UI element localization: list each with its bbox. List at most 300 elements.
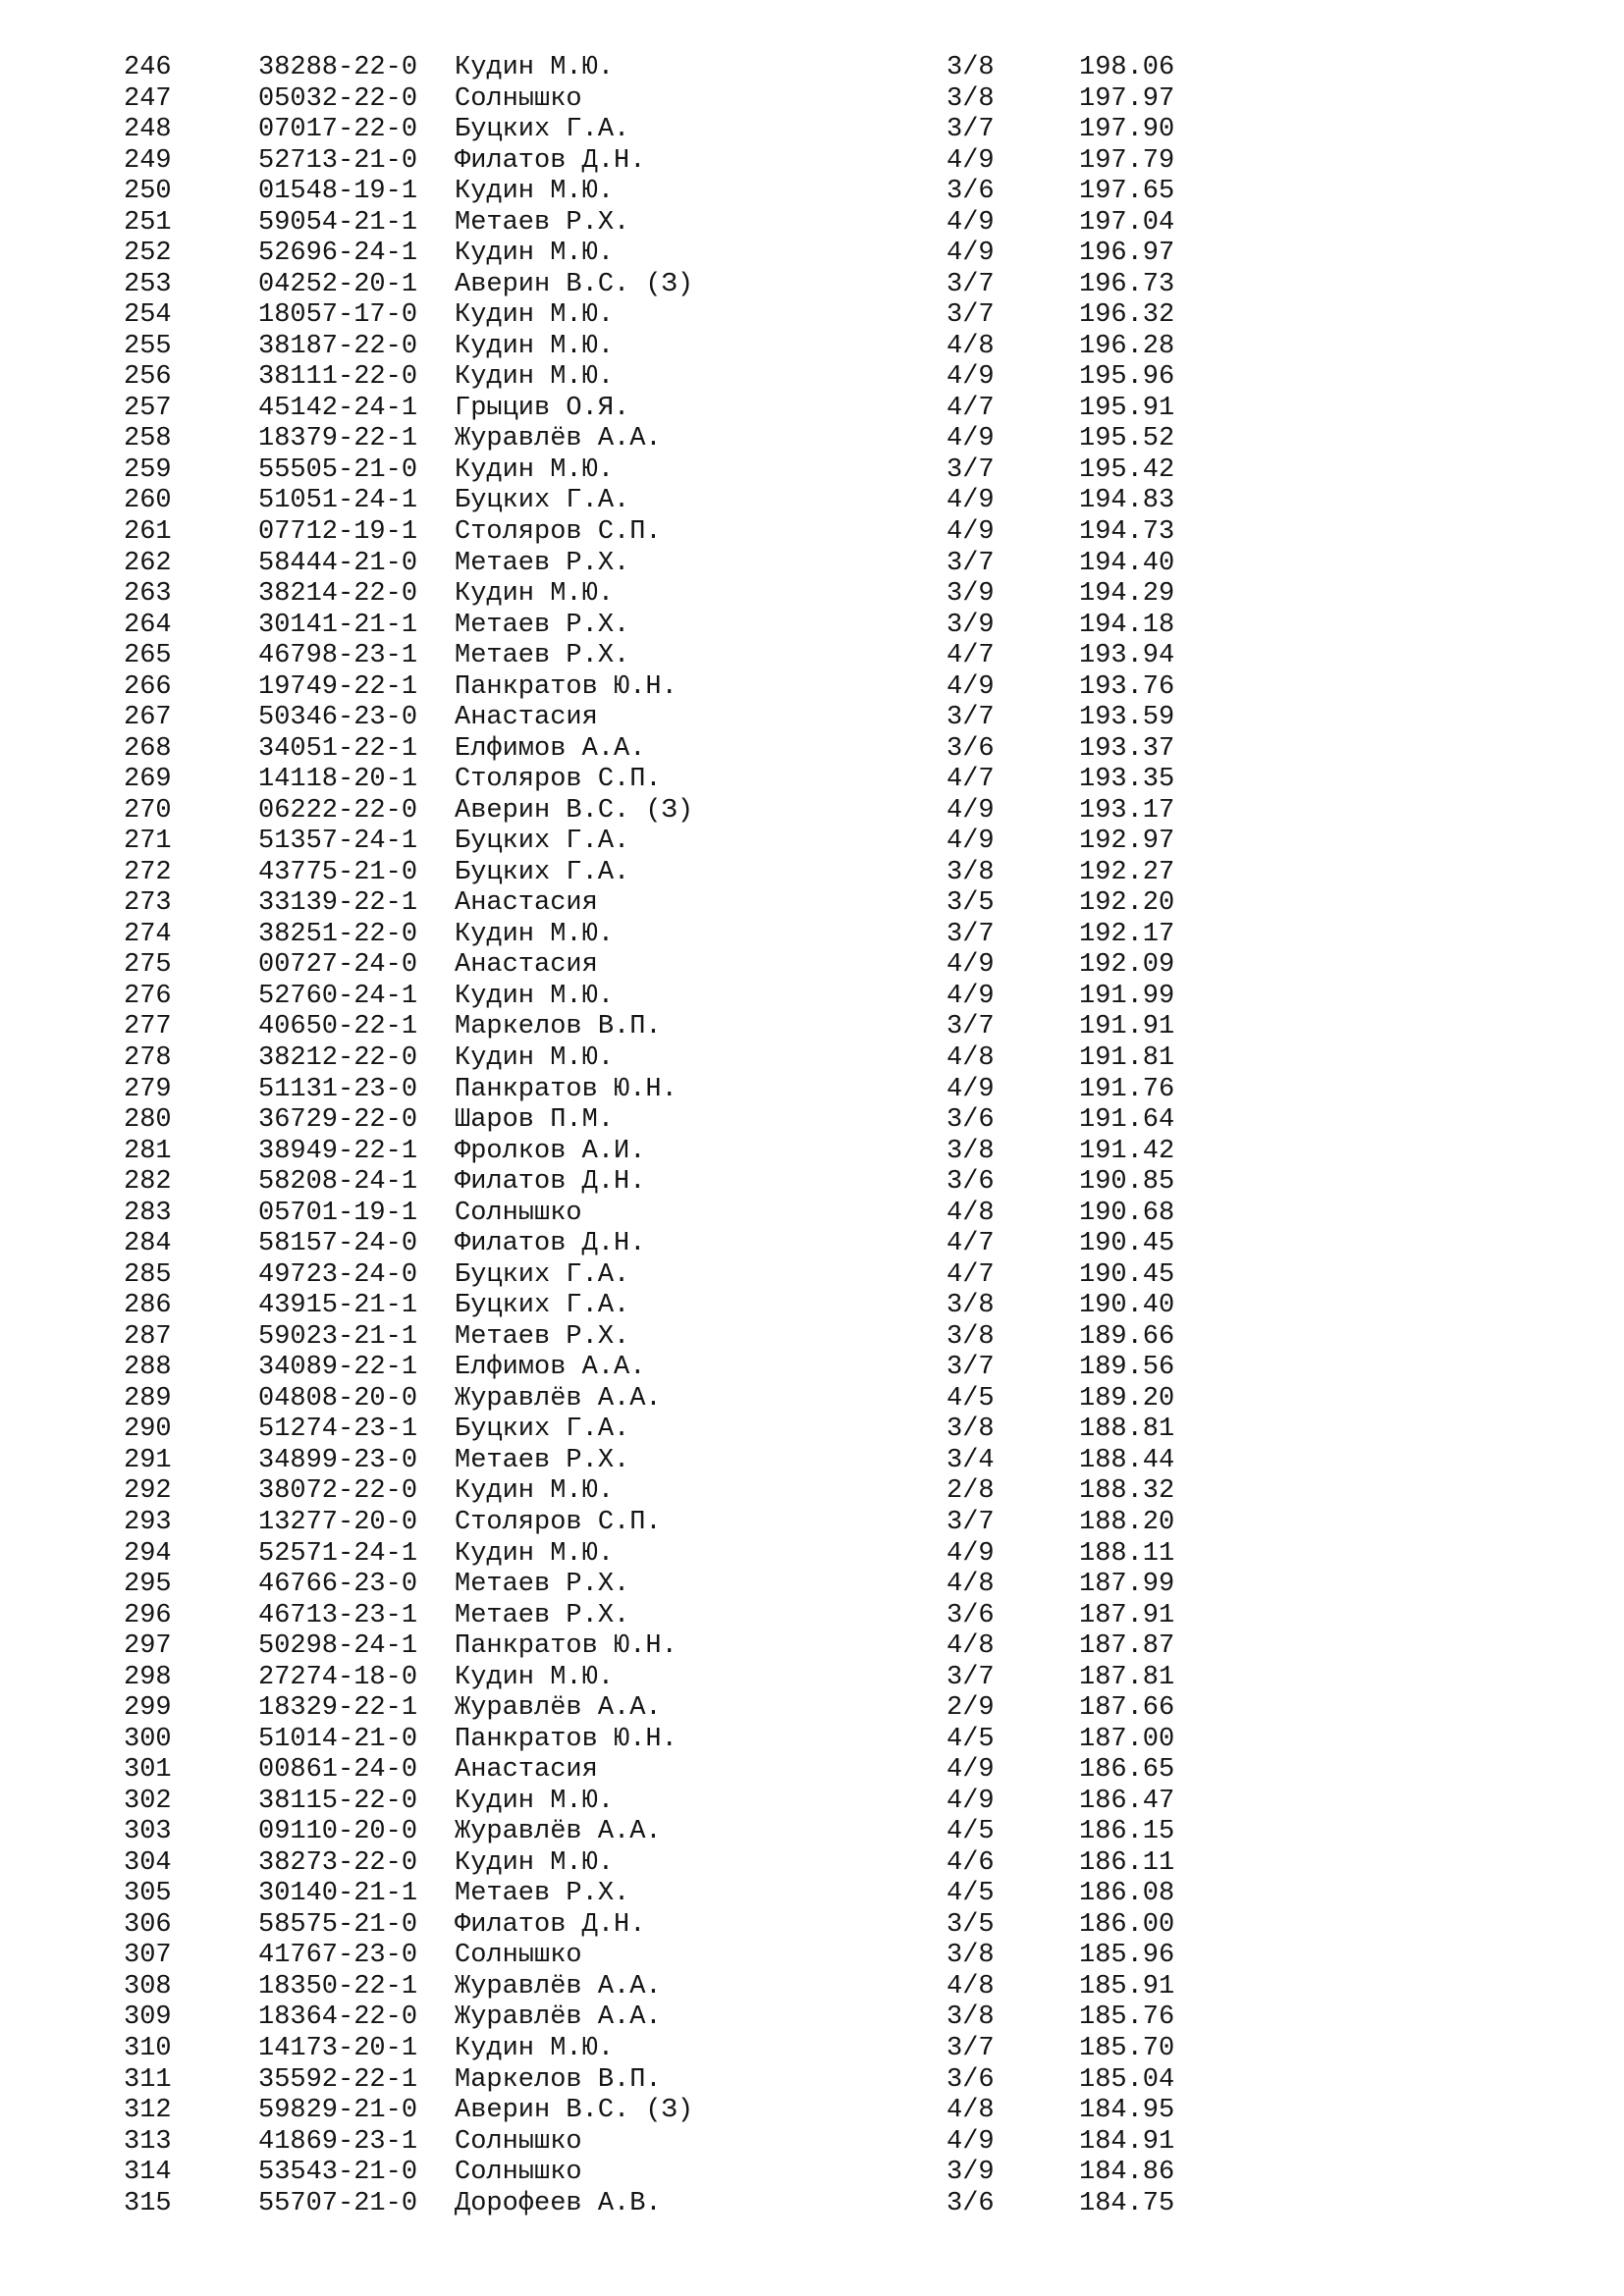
entry-rating: 192.20 bbox=[1079, 888, 1175, 919]
row-number: 264 bbox=[124, 610, 172, 640]
entry-score: 4/8 bbox=[947, 1971, 995, 2002]
entry-name: Кудин М.Ю. bbox=[455, 1662, 615, 1692]
entry-rating: 194.29 bbox=[1079, 579, 1175, 610]
entry-score: 3/8 bbox=[947, 83, 995, 114]
table-row bbox=[0, 1879, 1624, 1910]
table-row bbox=[0, 1043, 1624, 1075]
entry-id: 40650-22-1 bbox=[258, 1012, 418, 1042]
table-row bbox=[0, 1199, 1624, 1230]
row-number: 246 bbox=[124, 53, 172, 82]
entry-name: Анастасия bbox=[455, 703, 598, 733]
entry-score: 3/7 bbox=[947, 2034, 995, 2063]
row-number: 299 bbox=[124, 1693, 172, 1724]
entry-name: Солнышко bbox=[455, 2126, 582, 2157]
entry-id: 00861-24-0 bbox=[258, 1755, 418, 1786]
row-number: 250 bbox=[124, 177, 172, 207]
entry-score: 3/7 bbox=[947, 919, 995, 949]
entry-rating: 188.11 bbox=[1079, 1538, 1175, 1569]
entry-rating: 198.06 bbox=[1079, 53, 1175, 82]
table-row bbox=[0, 1415, 1624, 1446]
entry-name: Кудин М.Ю. bbox=[455, 1538, 615, 1569]
entry-name: Солнышко bbox=[455, 1198, 582, 1228]
entry-rating: 196.28 bbox=[1079, 331, 1175, 361]
entry-rating: 185.76 bbox=[1079, 2002, 1175, 2033]
entry-score: 3/6 bbox=[947, 733, 995, 764]
entry-score: 4/9 bbox=[947, 671, 995, 702]
entry-name: Метаев Р.Х. bbox=[455, 1879, 630, 1909]
entry-name: Буцких Г.А. bbox=[455, 115, 630, 145]
table-row bbox=[0, 1848, 1624, 1880]
table-row bbox=[0, 2034, 1624, 2065]
entry-score: 4/7 bbox=[947, 765, 995, 795]
row-number: 273 bbox=[124, 888, 172, 919]
row-number: 256 bbox=[124, 362, 172, 393]
entry-rating: 192.17 bbox=[1079, 919, 1175, 949]
entry-score: 2/9 bbox=[947, 1693, 995, 1724]
table-row bbox=[0, 1693, 1624, 1725]
row-number: 258 bbox=[124, 424, 172, 454]
table-row bbox=[0, 517, 1624, 549]
entry-score: 3/6 bbox=[947, 177, 995, 207]
entry-name: Столяров С.П. bbox=[455, 516, 662, 547]
entry-id: 18329-22-1 bbox=[258, 1693, 418, 1724]
entry-id: 55505-21-0 bbox=[258, 454, 418, 485]
entry-id: 55707-21-0 bbox=[258, 2188, 418, 2218]
table-row bbox=[0, 270, 1624, 301]
row-number: 252 bbox=[124, 239, 172, 269]
entry-rating: 184.91 bbox=[1079, 2126, 1175, 2157]
entry-rating: 193.59 bbox=[1079, 703, 1175, 733]
entry-rating: 185.04 bbox=[1079, 2064, 1175, 2095]
entry-id: 38115-22-0 bbox=[258, 1786, 418, 1816]
entry-score: 4/9 bbox=[947, 795, 995, 826]
row-number: 260 bbox=[124, 486, 172, 516]
entry-rating: 192.09 bbox=[1079, 950, 1175, 981]
entry-rating: 196.97 bbox=[1079, 239, 1175, 269]
entry-id: 58444-21-0 bbox=[258, 548, 418, 578]
entry-id: 06222-22-0 bbox=[258, 795, 418, 826]
entry-score: 3/5 bbox=[947, 1909, 995, 1940]
entry-score: 4/9 bbox=[947, 516, 995, 547]
table-row bbox=[0, 362, 1624, 394]
entry-id: 50298-24-1 bbox=[258, 1631, 418, 1662]
entry-score: 3/5 bbox=[947, 888, 995, 919]
entry-score: 4/8 bbox=[947, 331, 995, 361]
entry-score: 3/8 bbox=[947, 857, 995, 887]
table-row bbox=[0, 1972, 1624, 2003]
entry-id: 27274-18-0 bbox=[258, 1662, 418, 1692]
table-row bbox=[0, 1787, 1624, 1818]
entry-name: Панкратов Ю.Н. bbox=[455, 1724, 677, 1754]
entry-rating: 197.79 bbox=[1079, 145, 1175, 176]
entry-id: 04808-20-0 bbox=[258, 1383, 418, 1414]
entry-name: Панкратов Ю.Н. bbox=[455, 1074, 677, 1104]
entry-score: 4/5 bbox=[947, 1879, 995, 1909]
entry-name: Филатов Д.Н. bbox=[455, 1229, 646, 1259]
row-number: 265 bbox=[124, 641, 172, 671]
row-number: 280 bbox=[124, 1105, 172, 1136]
row-number: 306 bbox=[124, 1909, 172, 1940]
entry-rating: 191.81 bbox=[1079, 1043, 1175, 1073]
entry-name: Метаев Р.Х. bbox=[455, 207, 630, 238]
entry-id: 46713-23-1 bbox=[258, 1600, 418, 1630]
row-number: 295 bbox=[124, 1570, 172, 1600]
row-number: 253 bbox=[124, 269, 172, 299]
row-number: 255 bbox=[124, 331, 172, 361]
entry-score: 4/9 bbox=[947, 362, 995, 393]
entry-score: 3/6 bbox=[947, 2064, 995, 2095]
table-row bbox=[0, 486, 1624, 517]
entry-id: 18364-22-0 bbox=[258, 2002, 418, 2033]
table-row bbox=[0, 734, 1624, 766]
table-row bbox=[0, 796, 1624, 828]
entry-name: Журавлёв А.А. bbox=[455, 2002, 662, 2033]
row-number: 286 bbox=[124, 1291, 172, 1321]
entry-name: Кудин М.Ю. bbox=[455, 1786, 615, 1816]
entry-name: Кудин М.Ю. bbox=[455, 1476, 615, 1507]
row-number: 277 bbox=[124, 1012, 172, 1042]
entry-rating: 197.90 bbox=[1079, 115, 1175, 145]
entry-name: Кудин М.Ю. bbox=[455, 1847, 615, 1878]
entry-name: Кудин М.Ю. bbox=[455, 454, 615, 485]
table-row bbox=[0, 208, 1624, 240]
entry-name: Солнышко bbox=[455, 2158, 582, 2188]
entry-rating: 190.45 bbox=[1079, 1259, 1175, 1290]
entry-name: Маркелов В.П. bbox=[455, 1012, 662, 1042]
row-number: 262 bbox=[124, 548, 172, 578]
entry-id: 58157-24-0 bbox=[258, 1229, 418, 1259]
entry-score: 3/7 bbox=[947, 1507, 995, 1537]
entry-id: 38288-22-0 bbox=[258, 53, 418, 82]
entry-rating: 193.17 bbox=[1079, 795, 1175, 826]
entry-name: Анастасия bbox=[455, 888, 598, 919]
entry-rating: 195.42 bbox=[1079, 454, 1175, 485]
entry-name: Филатов Д.Н. bbox=[455, 145, 646, 176]
row-number: 269 bbox=[124, 765, 172, 795]
row-number: 272 bbox=[124, 857, 172, 887]
entry-rating: 189.66 bbox=[1079, 1321, 1175, 1352]
entry-name: Панкратов Ю.Н. bbox=[455, 671, 677, 702]
entry-id: 18379-22-1 bbox=[258, 424, 418, 454]
table-row bbox=[0, 1725, 1624, 1756]
entry-id: 38251-22-0 bbox=[258, 919, 418, 949]
row-number: 249 bbox=[124, 145, 172, 176]
row-number: 270 bbox=[124, 795, 172, 826]
entry-id: 18350-22-1 bbox=[258, 1971, 418, 2002]
table-row bbox=[0, 53, 1624, 84]
entry-id: 38273-22-0 bbox=[258, 1847, 418, 1878]
row-number: 303 bbox=[124, 1817, 172, 1847]
row-number: 314 bbox=[124, 2158, 172, 2188]
table-row bbox=[0, 115, 1624, 146]
entry-id: 52760-24-1 bbox=[258, 981, 418, 1011]
entry-id: 49723-24-0 bbox=[258, 1259, 418, 1290]
row-number: 285 bbox=[124, 1259, 172, 1290]
table-row bbox=[0, 765, 1624, 796]
entry-rating: 187.00 bbox=[1079, 1724, 1175, 1754]
row-number: 281 bbox=[124, 1136, 172, 1166]
entry-rating: 188.81 bbox=[1079, 1415, 1175, 1445]
entry-name: Метаев Р.Х. bbox=[455, 1600, 630, 1630]
entry-score: 3/8 bbox=[947, 1136, 995, 1166]
entry-score: 3/6 bbox=[947, 1167, 995, 1198]
row-number: 259 bbox=[124, 454, 172, 485]
table-row bbox=[0, 888, 1624, 920]
entry-rating: 190.45 bbox=[1079, 1229, 1175, 1259]
entry-name: Кудин М.Ю. bbox=[455, 919, 615, 949]
entry-rating: 187.87 bbox=[1079, 1631, 1175, 1662]
entry-name: Кудин М.Ю. bbox=[455, 362, 615, 393]
row-number: 248 bbox=[124, 115, 172, 145]
entry-score: 3/8 bbox=[947, 53, 995, 82]
entry-name: Панкратов Ю.Н. bbox=[455, 1631, 677, 1662]
row-number: 310 bbox=[124, 2034, 172, 2063]
table-row bbox=[0, 1446, 1624, 1477]
entry-score: 4/5 bbox=[947, 1383, 995, 1414]
entry-rating: 187.81 bbox=[1079, 1662, 1175, 1692]
entry-rating: 193.35 bbox=[1079, 765, 1175, 795]
row-number: 308 bbox=[124, 1971, 172, 2002]
table-row bbox=[0, 1941, 1624, 1972]
table-row bbox=[0, 549, 1624, 580]
entry-id: 58575-21-0 bbox=[258, 1909, 418, 1940]
entry-score: 4/9 bbox=[947, 207, 995, 238]
entry-id: 35592-22-1 bbox=[258, 2064, 418, 2095]
entry-id: 51357-24-1 bbox=[258, 827, 418, 857]
entry-name: Филатов Д.Н. bbox=[455, 1167, 646, 1198]
table-row bbox=[0, 84, 1624, 116]
entry-rating: 191.91 bbox=[1079, 1012, 1175, 1042]
entry-score: 4/9 bbox=[947, 2126, 995, 2157]
entry-rating: 194.83 bbox=[1079, 486, 1175, 516]
table-row bbox=[0, 2002, 1624, 2034]
entry-id: 19749-22-1 bbox=[258, 671, 418, 702]
entry-name: Буцких Г.А. bbox=[455, 827, 630, 857]
table-row bbox=[0, 982, 1624, 1013]
row-number: 313 bbox=[124, 2126, 172, 2157]
entry-score: 3/8 bbox=[947, 1941, 995, 1971]
entry-name: Буцких Г.А. bbox=[455, 1259, 630, 1290]
row-number: 254 bbox=[124, 300, 172, 331]
entry-name: Кудин М.Ю. bbox=[455, 1043, 615, 1073]
entry-id: 18057-17-0 bbox=[258, 300, 418, 331]
table-row bbox=[0, 920, 1624, 951]
row-number: 293 bbox=[124, 1507, 172, 1537]
entry-id: 51131-23-0 bbox=[258, 1074, 418, 1104]
entry-score: 4/8 bbox=[947, 1570, 995, 1600]
entry-rating: 184.86 bbox=[1079, 2158, 1175, 2188]
row-number: 282 bbox=[124, 1167, 172, 1198]
entry-score: 4/9 bbox=[947, 950, 995, 981]
entry-name: Буцких Г.А. bbox=[455, 1415, 630, 1445]
entry-id: 38111-22-0 bbox=[258, 362, 418, 393]
row-number: 289 bbox=[124, 1383, 172, 1414]
entry-id: 52696-24-1 bbox=[258, 239, 418, 269]
table-row bbox=[0, 2158, 1624, 2189]
table-row bbox=[0, 300, 1624, 332]
row-number: 278 bbox=[124, 1043, 172, 1073]
entry-rating: 187.66 bbox=[1079, 1693, 1175, 1724]
table-row bbox=[0, 611, 1624, 642]
entry-id: 50346-23-0 bbox=[258, 703, 418, 733]
table-row bbox=[0, 1137, 1624, 1168]
row-number: 298 bbox=[124, 1662, 172, 1692]
entry-name: Грыцив О.Я. bbox=[455, 393, 630, 423]
table-row bbox=[0, 177, 1624, 208]
entry-id: 36729-22-0 bbox=[258, 1105, 418, 1136]
entry-rating: 194.18 bbox=[1079, 610, 1175, 640]
entry-rating: 186.47 bbox=[1079, 1786, 1175, 1816]
entry-score: 4/9 bbox=[947, 1538, 995, 1569]
row-number: 304 bbox=[124, 1847, 172, 1878]
entry-id: 45142-24-1 bbox=[258, 393, 418, 423]
entry-rating: 188.32 bbox=[1079, 1476, 1175, 1507]
entry-rating: 189.20 bbox=[1079, 1383, 1175, 1414]
entry-score: 4/9 bbox=[947, 239, 995, 269]
table-row bbox=[0, 1384, 1624, 1415]
entry-name: Кудин М.Ю. bbox=[455, 981, 615, 1011]
entry-score: 3/8 bbox=[947, 1415, 995, 1445]
entry-rating: 189.56 bbox=[1079, 1353, 1175, 1383]
entry-name: Метаев Р.Х. bbox=[455, 1321, 630, 1352]
entry-id: 59023-21-1 bbox=[258, 1321, 418, 1352]
entry-score: 3/7 bbox=[947, 269, 995, 299]
entry-score: 3/7 bbox=[947, 115, 995, 145]
entry-score: 4/6 bbox=[947, 1847, 995, 1878]
entry-rating: 196.32 bbox=[1079, 300, 1175, 331]
row-number: 302 bbox=[124, 1786, 172, 1816]
table-row bbox=[0, 146, 1624, 178]
table-row bbox=[0, 1105, 1624, 1137]
row-number: 297 bbox=[124, 1631, 172, 1662]
entry-name: Кудин М.Ю. bbox=[455, 177, 615, 207]
entry-score: 3/6 bbox=[947, 2188, 995, 2218]
entry-score: 3/4 bbox=[947, 1445, 995, 1475]
entry-name: Кудин М.Ю. bbox=[455, 579, 615, 610]
table-row bbox=[0, 1663, 1624, 1694]
entry-score: 4/9 bbox=[947, 1786, 995, 1816]
entry-score: 3/7 bbox=[947, 548, 995, 578]
entry-score: 4/9 bbox=[947, 827, 995, 857]
table-row bbox=[0, 1817, 1624, 1848]
entry-score: 4/5 bbox=[947, 1817, 995, 1847]
entry-name: Метаев Р.Х. bbox=[455, 610, 630, 640]
entry-id: 38949-22-1 bbox=[258, 1136, 418, 1166]
table-row bbox=[0, 1353, 1624, 1384]
entry-score: 4/8 bbox=[947, 2096, 995, 2126]
entry-name: Журавлёв А.А. bbox=[455, 1693, 662, 1724]
row-number: 283 bbox=[124, 1198, 172, 1228]
entry-rating: 187.99 bbox=[1079, 1570, 1175, 1600]
entry-name: Маркелов В.П. bbox=[455, 2064, 662, 2095]
entry-score: 4/8 bbox=[947, 1198, 995, 1228]
entry-score: 4/9 bbox=[947, 424, 995, 454]
entry-name: Анастасия bbox=[455, 950, 598, 981]
row-number: 284 bbox=[124, 1229, 172, 1259]
table-row bbox=[0, 455, 1624, 487]
entry-score: 3/9 bbox=[947, 610, 995, 640]
table-row bbox=[0, 641, 1624, 672]
entry-rating: 193.76 bbox=[1079, 671, 1175, 702]
row-number: 311 bbox=[124, 2064, 172, 2095]
entry-score: 3/8 bbox=[947, 2002, 995, 2033]
entry-name: Кудин М.Ю. bbox=[455, 239, 615, 269]
entry-rating: 187.91 bbox=[1079, 1600, 1175, 1630]
row-number: 287 bbox=[124, 1321, 172, 1352]
entry-rating: 195.96 bbox=[1079, 362, 1175, 393]
row-number: 275 bbox=[124, 950, 172, 981]
entry-name: Кудин М.Ю. bbox=[455, 2034, 615, 2063]
entry-rating: 190.68 bbox=[1079, 1198, 1175, 1228]
entry-id: 59829-21-0 bbox=[258, 2096, 418, 2126]
row-number: 268 bbox=[124, 733, 172, 764]
entry-name: Журавлёв А.А. bbox=[455, 1971, 662, 2002]
table-row bbox=[0, 1291, 1624, 1322]
row-number: 291 bbox=[124, 1445, 172, 1475]
row-number: 274 bbox=[124, 919, 172, 949]
entry-score: 3/7 bbox=[947, 1662, 995, 1692]
entry-score: 3/7 bbox=[947, 300, 995, 331]
entry-name: Солнышко bbox=[455, 1941, 582, 1971]
entry-rating: 195.52 bbox=[1079, 424, 1175, 454]
row-number: 315 bbox=[124, 2188, 172, 2218]
entry-score: 3/8 bbox=[947, 1321, 995, 1352]
entry-name: Дорофеев А.В. bbox=[455, 2188, 662, 2218]
table-row bbox=[0, 2096, 1624, 2127]
table-row bbox=[0, 858, 1624, 889]
entry-score: 2/8 bbox=[947, 1476, 995, 1507]
entry-name: Анастасия bbox=[455, 1755, 598, 1786]
entry-rating: 185.70 bbox=[1079, 2034, 1175, 2063]
entry-id: 05701-19-1 bbox=[258, 1198, 418, 1228]
entry-id: 30141-21-1 bbox=[258, 610, 418, 640]
table-row bbox=[0, 1075, 1624, 1106]
entry-id: 41869-23-1 bbox=[258, 2126, 418, 2157]
entry-name: Журавлёв А.А. bbox=[455, 424, 662, 454]
entry-id: 51051-24-1 bbox=[258, 486, 418, 516]
entry-score: 4/7 bbox=[947, 1259, 995, 1290]
entry-score: 3/7 bbox=[947, 703, 995, 733]
entry-score: 3/6 bbox=[947, 1600, 995, 1630]
table-row bbox=[0, 1755, 1624, 1787]
entry-id: 43775-21-0 bbox=[258, 857, 418, 887]
entry-score: 3/7 bbox=[947, 454, 995, 485]
row-number: 292 bbox=[124, 1476, 172, 1507]
entry-score: 4/9 bbox=[947, 981, 995, 1011]
row-number: 312 bbox=[124, 2096, 172, 2126]
entry-id: 38212-22-0 bbox=[258, 1043, 418, 1073]
entry-id: 14118-20-1 bbox=[258, 765, 418, 795]
entry-rating: 194.40 bbox=[1079, 548, 1175, 578]
entry-rating: 191.76 bbox=[1079, 1074, 1175, 1104]
row-number: 290 bbox=[124, 1415, 172, 1445]
entry-id: 00727-24-0 bbox=[258, 950, 418, 981]
entry-score: 3/9 bbox=[947, 2158, 995, 2188]
row-number: 300 bbox=[124, 1724, 172, 1754]
entry-name: Аверин В.С. (З) bbox=[455, 795, 694, 826]
entry-score: 4/7 bbox=[947, 641, 995, 671]
entry-name: Филатов Д.Н. bbox=[455, 1909, 646, 1940]
entry-name: Кудин М.Ю. bbox=[455, 331, 615, 361]
entry-id: 07712-19-1 bbox=[258, 516, 418, 547]
entry-score: 4/5 bbox=[947, 1724, 995, 1754]
entry-name: Фролков А.И. bbox=[455, 1136, 646, 1166]
row-number: 271 bbox=[124, 827, 172, 857]
entry-id: 43915-21-1 bbox=[258, 1291, 418, 1321]
entry-rating: 188.20 bbox=[1079, 1507, 1175, 1537]
row-number: 251 bbox=[124, 207, 172, 238]
row-number: 266 bbox=[124, 671, 172, 702]
